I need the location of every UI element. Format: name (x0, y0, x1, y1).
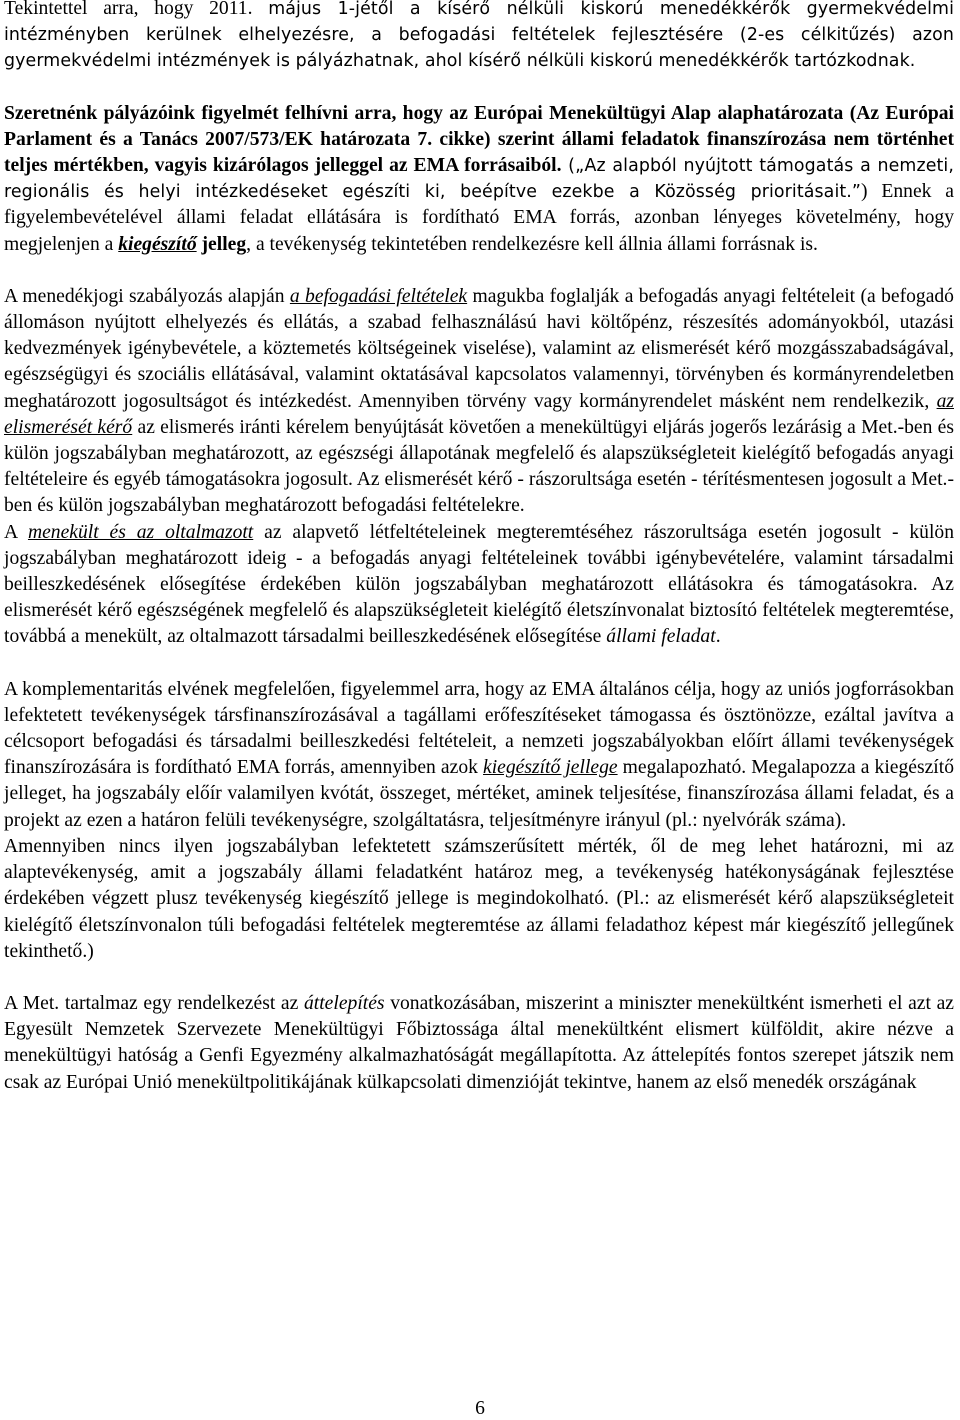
p2-bold-notice: Szeretnénk pályázóink figyelmét felhívni arra, hogy az Európai Menekültügyi Alap alaphatározata (Az Európai Parlament és a Tanács 2007/573/EK határozata 7. cikke) szerint állami feladatok finanszírozása nem történhet teljes mértékben, vagyis kizárólagos jelleggel az EMA forrásaiból. (4, 102, 954, 177)
p3-text-2: magukba foglalják a befogadás anyagi feltételeit (a befogadó állomáson nyújtott elhelyezés és ellátás, a szabad felhasználású havi költőpénz, részesítés adományokból, utazási kedvezmények igénybevétele, a köztemetés költségeinek viselése), valamint az elismerését kérő mozgásszabadságával, egészségügyi és szociális ellátásával, valamint oktatásával kapcsolatos valamennyi, törvényben és kormányrendeletben meghatározott jogosultságot és intézkedést. Amennyiben törvény vagy kormányrendelet másként nem rendelkezik, (4, 285, 954, 412)
p3-italic-1: a befogadási feltételek (289, 285, 468, 307)
p4-italic-2: állami feladat (606, 626, 716, 648)
p3-italic-2: az elismerését kérő (4, 390, 954, 438)
p2-text-2: , a tevékenység tekintetében rendelkezésre kell állnia állami forrásnak is. (246, 233, 818, 255)
p5-italic-1: kiegészítő jellege (483, 757, 618, 779)
p7-text-1: A Met. tartalmaz egy rendelkezést az (4, 992, 304, 1014)
page-number: 6 (475, 1398, 485, 1419)
p2-emphasis-kiegeszito: kiegészítő (118, 233, 197, 255)
p3-text-1: A menedékjogi szabályozás alapján (4, 285, 290, 307)
p7-italic-1: áttelepítés (304, 992, 385, 1014)
p5-text-1: A komplementaritás elvének megfelelően, figyelemmel arra, hogy az EMA általános célja, hogy az uniós jogforrásokban lefektetett tevékenységek társfinanszírozásával a tagállami erőfeszítéseket támogassa és ösztönözze, ezáltal javítva a célcsoport befogadási és társadalmi beilleszkedési feltételeit, a nemzeti jogszabályokban előírt állami tevékenységek finanszírozására is fordítható EMA forrás, amennyiben azok (4, 678, 954, 779)
paragraph-5 (4, 677, 954, 834)
p3-text-3: az elismerés iránti kérelem benyújtását követően a menekültügyi eljárás jogerős lezárásig a Met.-ben és külön jogszabályban meghatározott, az egészségi állapotának megfelelő és alapszükségleteit kielégítő befogadás anyagi feltételeire és egyéb támogatásokra jogosult. Az elismerését kérő - rászorultsága esetén - térítésmentesen jogosult a Met.-ben és külön jogszabályban meghatározott befogadási feltételekre. (4, 416, 955, 517)
p4-text-2: az alapvető létfeltételeinek megteremtéséhez rászorultsága esetén jogosult - külön jogszabályban meghatározott ideig - a befogadás anyagi feltételeinek további igénybevételére, valamint társadalmi beilleszkedésének elősegítése érdekében külön jogszabályban meghatározott ellátásokra és támogatásokra. Az elismerését kérő egészségének megfelelő és alapszükségleteit kielégítő életszínvonalat biztosító feltételek megteremtése, továbbá a menekült, az oltalmazott társadalmi beilleszkedésének elősegítése (4, 521, 954, 648)
p1-text-b: május 1-jétől a kísérő nélküli kiskorú menedékkérők gyermekvédelmi intézményben kerülnek elhelyezésre, a befogadási feltételek fejlesztésére (2-es célkitűzés) azon gyermekvédelmi intézmények is pályázhatnak, ahol kísérő nélküli kiskorú menedékkérők tartózkodnak. (4, 0, 954, 72)
p2-quote: („Az alapból nyújtott támogatás a nemzeti, regionális és helyi intézkedéseket egészíti ki, beépítve ezekbe a Közösség prioritásait.” (4, 156, 954, 203)
p2-bold-jelleg: jelleg (201, 233, 247, 255)
p2-text-1: ) Ennek a figyelembevételével állami feladat ellátására is fordítható EMA forrás, azonban lényeges követelmény, hogy megjelenjen a (4, 181, 954, 255)
p1-text-a: Tekintettel arra, hogy 2011. (4, 0, 269, 19)
document-page (4, 0, 954, 1096)
paragraph-2 (4, 101, 954, 258)
p4-italic-1: menekült és az oltalmazott (27, 521, 254, 543)
paragraph-7 (4, 991, 954, 1096)
p5-text-2: megalapozható. Megalapozza a kiegészítő jelleget, ha jogszabály előír valamilyen kvótát, összeget, mértéket, aminek teljesítése, finanszírozása állami feladat, és a projekt az ezen a határon felüli tevékenységre, szolgáltatásra, teljesítményre irányul (pl.: nyelvórák száma). (4, 757, 954, 831)
p7-text-2: vonatkozásában, miszerint a miniszter menekültként ismerheti el azt az Egyesült Nemzetek Szervezete Menekültügyi Főbiztossága által menekültként elismert külföldit, akire nézve a menekültügyi hatóság a Genfi Egyezmény alkalmazhatóságát megállapította. Az áttelepítés fontos szerepet játszik nem csak az Európai Unió menekültpolitikájának külkapcsolati dimenzióját tekintve, hanem az első menedék országának (4, 992, 954, 1093)
paragraph-1 (4, 0, 954, 75)
paragraph-3 (4, 284, 954, 520)
paragraph-4 (4, 520, 954, 651)
p4-text-3: . (715, 626, 721, 648)
paragraph-6 (4, 834, 954, 965)
p6-text-1: Amennyiben nincs ilyen jogszabályban lefektetett számszerűsített mérték, ől de meg lehet határozni, mi az alaptevékenység, amit a jogszabály állami feladatként határoz meg, a tevékenység hatékonyságának fejlesztése érdekében végzett plusz tevékenység kiegészítő jellege is megindokolható. (Pl.: az elismerését kérő alapszükségleteit kielégítő életszínvonalon túli befogadási feltételek megteremtése az állami feladathoz képest már kiegészítő jellegűnek tekinthető.) (4, 835, 954, 962)
p4-text-1: A (4, 521, 28, 543)
